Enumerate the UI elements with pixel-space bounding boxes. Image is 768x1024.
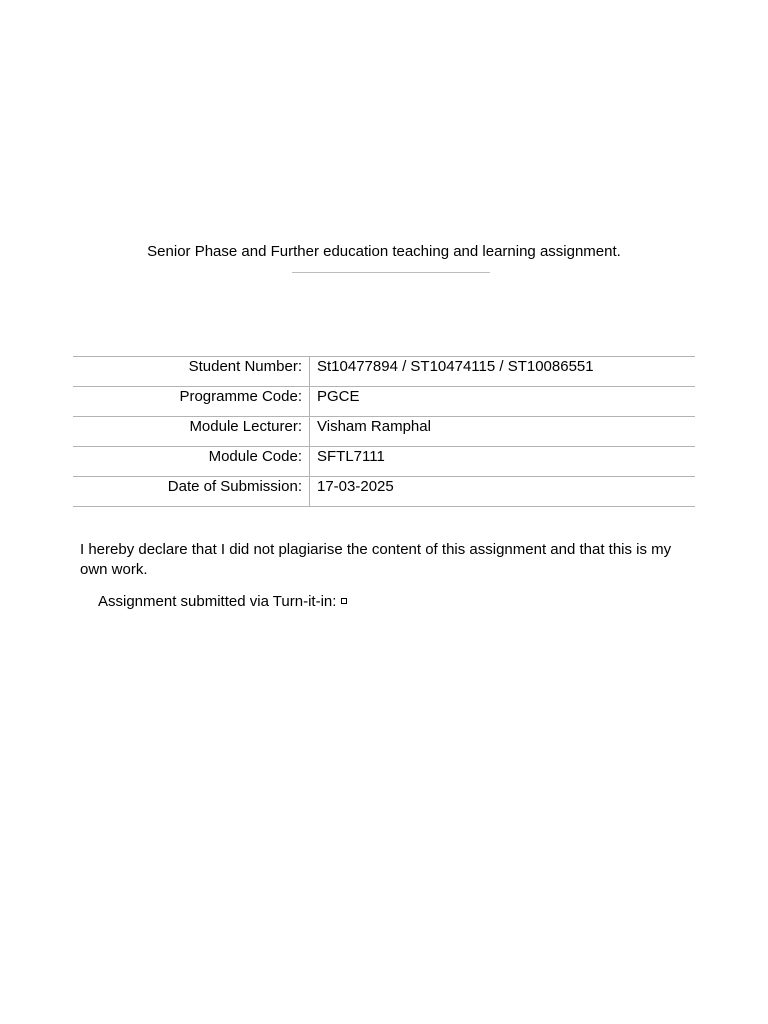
submission-date-value: 17-03-2025 [310, 477, 696, 507]
table-row [73, 477, 695, 507]
table-row [73, 447, 695, 477]
module-code-value: SFTL7111 [310, 447, 696, 477]
table-row [73, 417, 695, 447]
submission-date-label: Date of Submission: [73, 477, 310, 507]
module-lecturer-value: Visham Ramphal [310, 417, 696, 447]
turnitin-submission-label: Assignment submitted via Turn-it-in: [98, 593, 337, 610]
assignment-details-table [73, 356, 695, 507]
table-row [73, 357, 695, 387]
module-code-label: Module Code: [73, 447, 310, 477]
student-number-value: St10477894 / ST10474115 / ST10086551 [310, 357, 696, 387]
programme-code-value: PGCE [310, 387, 696, 417]
turnitin-submission-line [98, 592, 347, 612]
student-number-label: Student Number: [73, 357, 310, 387]
programme-code-label: Programme Code: [73, 387, 310, 417]
page-title: Senior Phase and Further education teaching and learning assignment. [147, 243, 621, 260]
title-divider [292, 272, 490, 273]
plagiarism-declaration: I hereby declare that I did not plagiarise the content of this assignment and that this is my own work. [80, 541, 672, 578]
module-lecturer-label: Module Lecturer: [73, 417, 310, 447]
checkbox-icon[interactable] [341, 598, 347, 604]
table-row [73, 387, 695, 417]
